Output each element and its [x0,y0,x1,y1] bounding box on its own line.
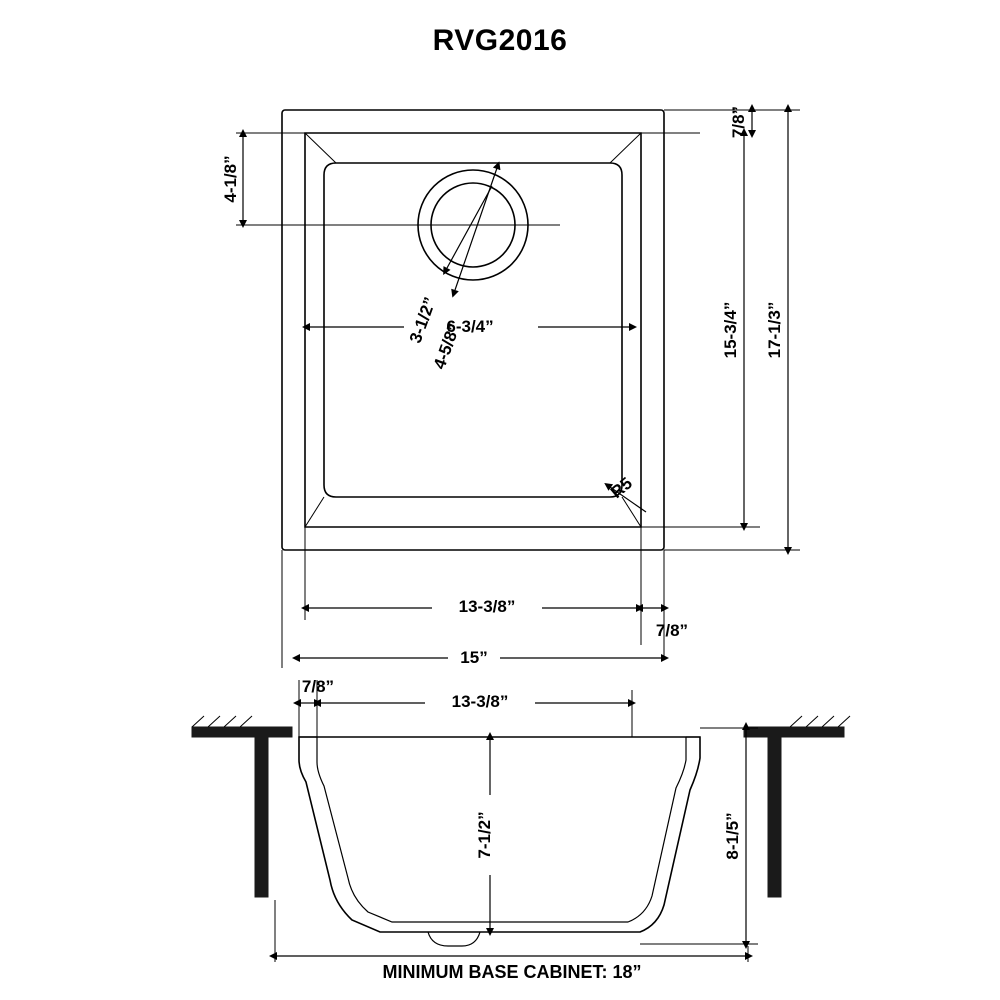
label-drain-from-top: 4-1/8” [221,155,240,203]
label-inner-width-top: 13-3/8” [458,597,516,616]
label-rim-top: 7/8” [729,105,748,139]
drain-outer-dia-leader [455,168,497,290]
countertop-left [192,727,292,737]
countertop-hatching-right [790,716,850,727]
label-outer-depth: 8-1/5” [723,812,742,860]
page-title: RVG2016 [432,24,568,57]
label-sec-rim-left: 7/8” [301,677,335,696]
drain-inner-dia-leader [447,186,492,268]
countertop-hatching-left [192,716,252,727]
top-view-group [221,106,800,668]
label-inner-depth: 7-1/2” [475,811,494,859]
label-drain-outer-dia: 4-5/8” [429,320,464,372]
label-rim-right: 7/8” [655,621,689,640]
label-base-cabinet: MINIMUM BASE CABINET: 18” [382,962,642,982]
sink-section-drain-dip [428,932,480,946]
corner-blend-tl [305,133,336,163]
label-drain-inner-dia: 3-1/2” [405,294,440,346]
label-outer-height: 17-1/3” [765,301,784,359]
corner-blend-tr [610,133,641,163]
label-corner-radius: R5 [607,473,636,503]
label-drain-from-left-text: 6-3/4” [446,317,494,336]
cabinet-wall-right [768,737,781,897]
label-sec-inner-width: 13-3/8” [451,692,509,711]
corner-blend-bl [305,497,324,527]
cabinet-wall-left [255,737,268,897]
countertop-right [744,727,844,737]
section-view-group [192,677,850,982]
label-inner-height: 15-3/4” [721,301,740,359]
label-outer-width: 15” [460,648,488,667]
